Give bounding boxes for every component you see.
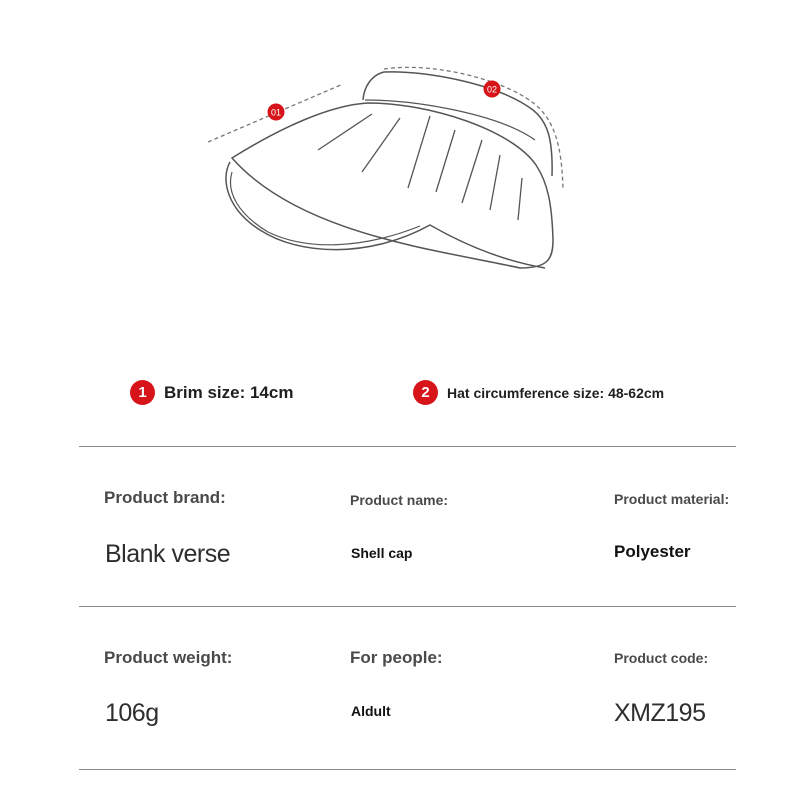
spec-label-code: Product code: — [614, 650, 709, 666]
circumference-dimension-line — [384, 67, 563, 190]
spec-value-code: XMZ195 — [614, 699, 706, 727]
spec-value-brand: Blank verse — [105, 540, 231, 568]
dimension-row — [0, 372, 800, 412]
number-badge-1: 1 — [130, 380, 155, 405]
spec-value-weight-wrap — [105, 699, 159, 728]
spec-label-weight: Product weight: — [104, 648, 233, 667]
hat-crown-band — [363, 72, 552, 176]
divider — [79, 606, 736, 607]
spec-brand — [104, 488, 226, 508]
hat-illustration — [0, 0, 800, 330]
divider — [79, 446, 736, 447]
spec-value-material: Polyester — [614, 542, 691, 561]
brim-marker — [268, 104, 285, 121]
brim-size-text: Brim size: 14cm — [164, 382, 294, 402]
spec-value-brand-wrap — [105, 540, 230, 569]
spec-people — [350, 648, 443, 668]
spec-value-code-wrap — [614, 699, 705, 728]
spec-value-name-wrap — [351, 545, 412, 561]
circumference-marker — [484, 81, 501, 98]
circumference-item — [413, 380, 664, 405]
spec-value-people-wrap — [351, 703, 391, 719]
brim-size-item — [130, 380, 293, 405]
divider — [79, 769, 736, 770]
number-badge-2: 2 — [413, 380, 438, 405]
spec-label-people: For people: — [350, 648, 443, 667]
spec-value-name: Shell cap — [351, 545, 413, 561]
hat-visor-inner — [226, 162, 545, 268]
svg-text:02: 02 — [486, 84, 498, 95]
spec-label-brand: Product brand: — [104, 488, 226, 507]
spec-label-material: Product material: — [614, 491, 730, 507]
svg-text:01: 01 — [270, 107, 282, 118]
hat-pleats — [318, 114, 522, 220]
spec-value-weight: 106g — [105, 699, 159, 727]
spec-name — [350, 492, 448, 508]
circumference-text: Hat circumference size: 48-62cm — [447, 384, 665, 401]
spec-code — [614, 650, 708, 666]
spec-weight — [104, 648, 232, 668]
spec-value-people: Aldult — [351, 703, 391, 719]
spec-value-material-wrap — [614, 542, 691, 562]
spec-material — [614, 491, 729, 507]
spec-label-name: Product name: — [350, 492, 449, 508]
